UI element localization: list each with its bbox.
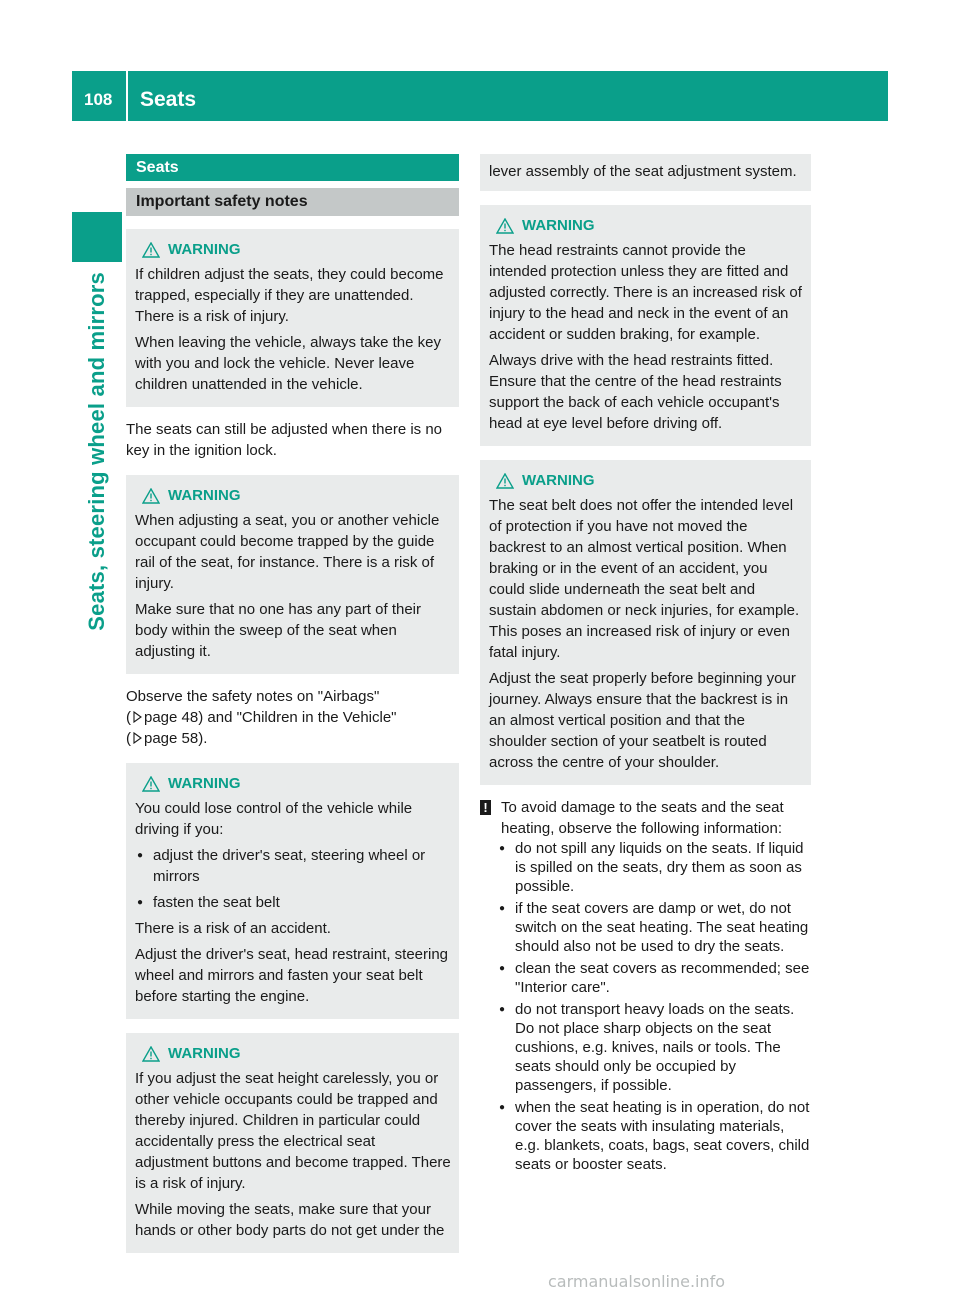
warning-heading bbox=[142, 485, 451, 506]
page-number: 108 bbox=[84, 90, 113, 109]
warning-text: There is a risk of an accident. bbox=[135, 920, 331, 937]
warning-text: Make sure that no one has any part of their body within the sweep of the seat when adjusting it. bbox=[135, 601, 422, 660]
warning-triangle-icon bbox=[496, 473, 514, 489]
page-reference-link[interactable]: page 48) and "Children in the Vehicle" bbox=[144, 709, 397, 726]
warning-box-4 bbox=[126, 1033, 459, 1253]
warning-triangle-icon bbox=[142, 1046, 160, 1062]
warning-box-6 bbox=[480, 460, 811, 785]
warning-text: The head restraints cannot provide the intended protection unless they are fitted and adjusted correctly. There is an increased risk of injury to the head and neck in the event of an accident or sudden braking, for example. bbox=[489, 242, 802, 343]
warning-label: WARNING bbox=[168, 487, 241, 504]
watermark: carmanualsonline.info bbox=[548, 1272, 726, 1291]
warning-text: When leaving the vehicle, always take the key with you and lock the vehicle. Never leave children unattended in the vehicle. bbox=[135, 334, 441, 393]
list-item: ● do not transport heavy loads on the seats. Do not place sharp objects on the seat cushions, e.g. knives, nails or tools. The seats should only be occupied by passengers, if possible. bbox=[497, 1000, 811, 1095]
left-column bbox=[126, 154, 459, 1253]
warning-text: Adjust the seat properly before beginning your journey. Always ensure that the backrest is in an almost vertical position and that the shoulder section of your seatbelt is routed across the centre of your shoulder. bbox=[489, 670, 796, 771]
warning-heading bbox=[496, 470, 803, 491]
warning-box-3 bbox=[126, 763, 459, 1019]
header-divider bbox=[126, 71, 128, 121]
bullet-list bbox=[497, 839, 811, 1174]
warning-triangle-icon bbox=[496, 218, 514, 234]
warning-text: Adjust the driver's seat, head restraint, steering wheel and mirrors and fasten your seat belt before starting the engine. bbox=[135, 946, 449, 1005]
page-reference-arrow-icon bbox=[133, 711, 142, 723]
warning-heading bbox=[496, 215, 803, 236]
warning-label: WARNING bbox=[522, 472, 595, 489]
warning-label: WARNING bbox=[168, 1045, 241, 1062]
page-reference-arrow-icon bbox=[133, 732, 142, 744]
list-item: ● adjust the driver's seat, steering wheel or mirrors bbox=[135, 845, 451, 887]
bullet-list bbox=[135, 845, 451, 913]
warning-text: lever assembly of the seat adjustment system. bbox=[489, 163, 797, 180]
note-intro: To avoid damage to the seats and the seat heating, observe the following information: bbox=[501, 799, 784, 837]
right-column bbox=[480, 154, 811, 1174]
page-reference-line: ( page 58). bbox=[126, 730, 208, 747]
side-tab-marker bbox=[72, 212, 122, 262]
list-item: ● when the seat heating is in operation, do not cover the seats with insulating materials, e.g. blankets, coats, bags, seat covers, child seats or booster seats. bbox=[497, 1098, 811, 1174]
subsection-title: Important safety notes bbox=[126, 188, 459, 216]
warning-text: When adjusting a seat, you or another vehicle occupant could become trapped by the guide rail of the seat, for instance. There is a risk of injury. bbox=[135, 512, 440, 592]
warning-text: If you adjust the seat height carelessly, you or other vehicle occupants could be trapped and thereby injured. Children in particular could accidentally press the electrical seat adjustment buttons and become trapped. There is a risk of injury. bbox=[135, 1070, 451, 1192]
warning-label: WARNING bbox=[168, 241, 241, 258]
page-title: Seats bbox=[140, 88, 197, 111]
page-reference-link[interactable]: page 58). bbox=[144, 730, 208, 747]
body-paragraph bbox=[126, 686, 459, 749]
side-tab-label: Seats, steering wheel and mirrors bbox=[84, 272, 109, 631]
warning-box-5 bbox=[480, 205, 811, 446]
warning-label: WARNING bbox=[522, 217, 595, 234]
warning-box-1 bbox=[126, 229, 459, 407]
warning-text: If children adjust the seats, they could become trapped, especially if they are unattended. There is a risk of injury. bbox=[135, 266, 444, 325]
warning-box-2 bbox=[126, 475, 459, 674]
page-reference-line: ( page 48) and "Children in the Vehicle" bbox=[126, 709, 397, 726]
warning-heading bbox=[142, 1043, 451, 1064]
warning-triangle-icon bbox=[142, 488, 160, 504]
warning-text: The seat belt does not offer the intended level of protection if you have not moved the backrest to an almost vertical position. When braking or in the event of an accident, you could slide underneath the seat belt and sustain abdomen or neck injuries, for example. This poses an increased risk of injury or even fatal injury. bbox=[489, 497, 800, 661]
list-item: ● if the seat covers are damp or wet, do not switch on the seat heating. The seat heating should also not be used to dry the seats. bbox=[497, 899, 811, 956]
body-text: Observe the safety notes on "Airbags" bbox=[126, 688, 380, 705]
warning-continuation-box bbox=[480, 154, 811, 191]
warning-heading bbox=[142, 773, 451, 794]
note-body bbox=[480, 839, 811, 1174]
warning-triangle-icon bbox=[142, 776, 160, 792]
body-paragraph bbox=[126, 419, 459, 461]
note-heading bbox=[480, 797, 811, 839]
damage-note bbox=[480, 797, 811, 1174]
warning-label: WARNING bbox=[168, 775, 241, 792]
warning-text: While moving the seats, make sure that your hands or other body parts do not get under the bbox=[135, 1201, 445, 1239]
body-text: The seats can still be adjusted when there is no key in the ignition lock. bbox=[126, 421, 443, 459]
warning-text: You could lose control of the vehicle while driving if you: bbox=[135, 800, 413, 838]
warning-heading bbox=[142, 239, 451, 260]
warning-text: Always drive with the head restraints fitted. Ensure that the centre of the head restraints support the back of each vehicle occupant's head at eye level before driving off. bbox=[489, 352, 782, 432]
exclamation-icon: ! bbox=[480, 800, 491, 815]
list-item: ● do not spill any liquids on the seats. If liquid is spilled on the seats, dry them as soon as possible. bbox=[497, 839, 811, 896]
list-item: ● fasten the seat belt bbox=[135, 892, 451, 913]
list-item: ● clean the seat covers as recommended; see "Interior care". bbox=[497, 959, 811, 997]
warning-triangle-icon bbox=[142, 242, 160, 258]
section-title: Seats bbox=[126, 154, 459, 181]
side-tab bbox=[72, 272, 122, 752]
